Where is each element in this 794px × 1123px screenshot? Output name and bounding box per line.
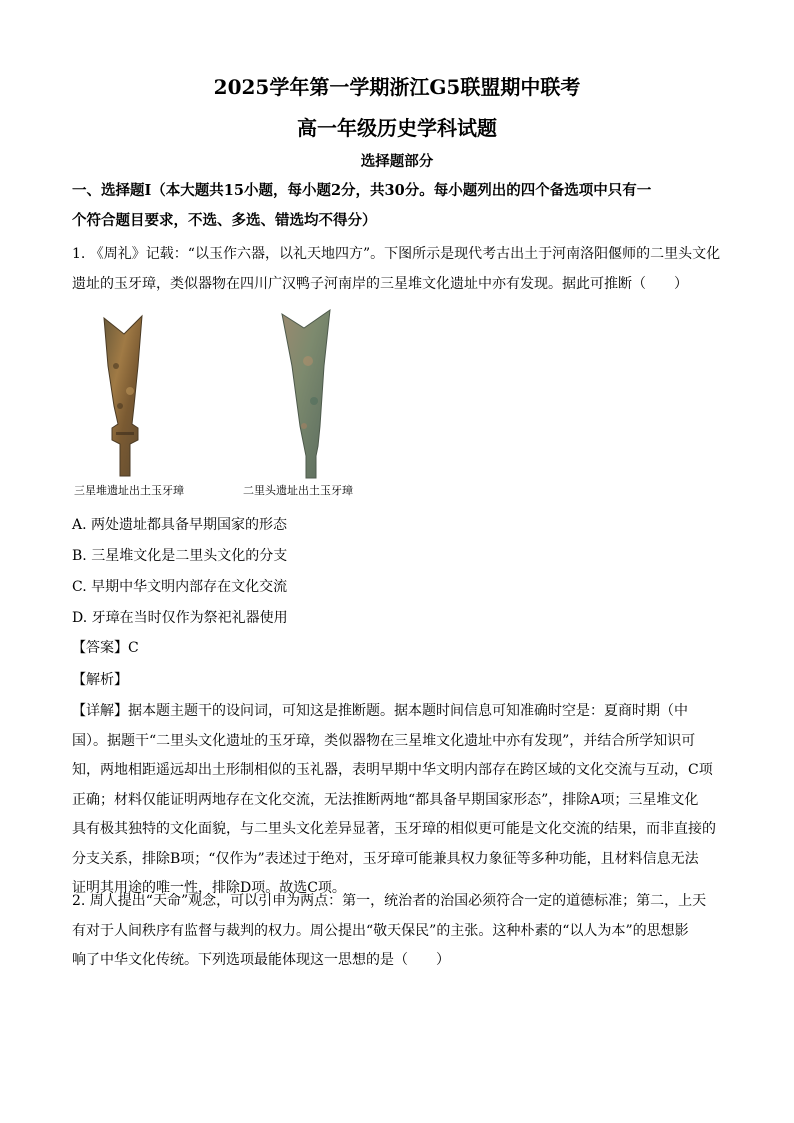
section-heading-line1: 一、选择题Ⅰ（本大题共15小题，每小题2分，共30分。每小题列出的四个备选项中只有一 xyxy=(72,182,652,199)
option-d: D. 牙璋在当时仅作为祭祀礼器使用 xyxy=(72,610,288,626)
detail-line: 分支关系，排除B项；“仅作为”表述过于绝对，玉牙璋可能兼具权力象征等多种功能，且材料信息无法 xyxy=(72,850,699,867)
caption-left: 三星堆遗址出土玉牙璋 xyxy=(74,484,184,497)
detail-line: 具有极其独特的文化面貌，与二里头文化差异显著，玉牙璋的相似更可能是文化交流的结果，而非直接的 xyxy=(72,821,716,837)
question1-analysis-label: 【解析】 xyxy=(72,672,128,688)
jade-zhang-erlitou-icon xyxy=(282,310,330,478)
question1-stem-line2: 遗址的玉牙璋，类似器物在四川广汉鸭子河南岸的三星堆文化遗址中亦有发现。据此可推断（ ） xyxy=(72,275,688,292)
option-a: A. 两处遗址都具备早期国家的形态 xyxy=(72,517,288,533)
artifact-illustration xyxy=(72,306,402,506)
exam-subtitle: 高一年级历史学科试题 xyxy=(297,116,497,140)
detail-line: 正确；材料仅能证明两地存在文化交流，无法推断两地“都具备早期国家形态”，排除A项；三星堆文化 xyxy=(72,791,699,808)
detail-line: 知，两地相距遥远却出土形制相似的玉礼器，表明早期中华文明内部存在跨区域的文化交流与互动，C项 xyxy=(72,762,713,778)
jade-zhang-sanxingdui-icon xyxy=(104,316,142,476)
question2-line: 有对于人间秩序有监督与裁判的权力。周公提出“敬天保民”的主张。这种朴素的“以人为本”的思想影 xyxy=(72,922,689,939)
section-heading-line2: 个符合题目要求，不选、多选、错选均不得分） xyxy=(72,211,377,229)
detail-line: 国）。据题干“二里头文化遗址的玉牙璋，类似器物在三星堆文化遗址中亦有发现”，并结合所学知识可 xyxy=(72,732,696,749)
question1-answer: 【答案】C xyxy=(72,640,139,656)
part-title: 选择题部分 xyxy=(360,153,434,170)
question1-detail xyxy=(72,697,724,904)
caption-right: 二里头遗址出土玉牙璋 xyxy=(243,484,353,497)
exam-title: 2025学年第一学期浙江G5联盟期中联考 xyxy=(213,75,581,99)
question1-figure xyxy=(72,306,402,506)
detail-line: 证明其用途的唯一性，排除D项。故选C项。 xyxy=(72,880,346,896)
detail-line: 【详解】据本题主题干的设问词，可知这是推断题。据本题时间信息可知准确时空是：夏商时期（中 xyxy=(72,703,688,719)
option-c: C. 早期中华文明内部存在文化交流 xyxy=(72,579,288,595)
section-heading xyxy=(72,176,724,235)
question1-stem xyxy=(72,240,724,299)
question1-stem-line1: 1. 《周礼》记载：“以玉作六器，以礼天地四方”。下图所示是现代考古出土于河南洛阳偃师的二里头文化 xyxy=(72,246,721,262)
question2-line: 响了中华文化传统。下列选项最能体现这一思想的是（ ） xyxy=(72,952,450,968)
option-b: B. 三星堆文化是二里头文化的分支 xyxy=(72,548,288,564)
question2-line: 2. 周人提出“天命”观念，可以引申为两点：第一，统治者的治国必须符合一定的道德标准；第二，上天 xyxy=(72,893,707,909)
question2-stem xyxy=(72,887,724,976)
